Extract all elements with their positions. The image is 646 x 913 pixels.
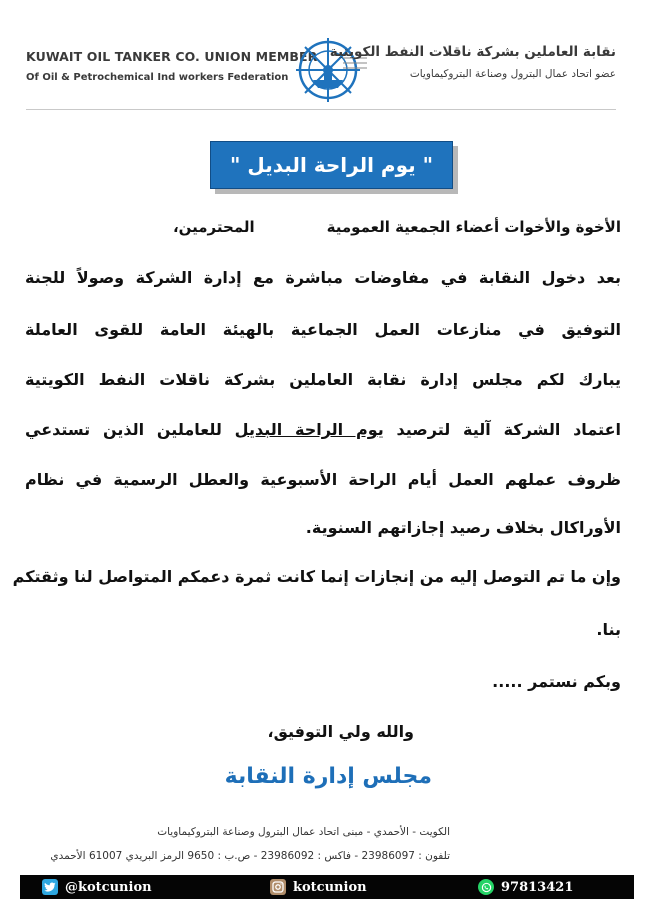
salutation (173, 218, 621, 236)
body-line-5 (25, 420, 621, 439)
closing-line: والله ولي التوفيق، (267, 722, 414, 741)
instagram-icon (270, 879, 286, 895)
body-line-8: وإن ما تم التوصل إليه من إنجازات إنما كانت ثمرة دعمكم المتواصل لنا وثقتكم (12, 567, 621, 586)
footer-instagram[interactable] (270, 878, 367, 896)
title-banner (210, 141, 453, 189)
body-line-2: بعد دخول النقابة في مفاوضات مباشرة مع إدارة الشركة وصولاً للجنة (25, 268, 621, 287)
instagram-handle: kotcunion (293, 879, 367, 895)
footer-bar (20, 875, 634, 899)
body-line-5-end: للعاملين الذين تستدعي (25, 420, 222, 439)
body-line-9: بنا. (596, 620, 621, 639)
body-line-6: ظروف عملهم العمل أيام الراحة الأسبوعية والعطل الرسمية في نظام (25, 470, 621, 489)
header-english-subtitle: Of Oil & Petrochemical Ind workers Federation (26, 72, 289, 83)
header-english-title: KUWAIT OIL TANKER CO. UNION MEMBER (26, 49, 318, 64)
body-line-10: وبكم نستمر ..... (492, 672, 621, 691)
address-line-1: الكويت - الأحمدي - مبنى اتحاد عمال البترول وصناعة البتروكيماويات (157, 826, 450, 838)
twitter-icon (42, 879, 58, 895)
whatsapp-icon (478, 879, 494, 895)
footer-twitter[interactable] (42, 878, 152, 896)
whatsapp-number: 97813421 (501, 879, 574, 895)
salutation-recipients: الأخوة والأخوات أعضاء الجمعية العمومية (326, 218, 621, 236)
signature-council: مجلس إدارة النقابة (224, 764, 432, 789)
twitter-handle: @kotcunion (65, 879, 152, 895)
address-line-2: تلفون : 23986097 - فاكس : 23986092 - ص.ب : 9650 الرمز البريدي 61007 الأحمدي (50, 850, 450, 862)
header-arabic-title: نقابة العاملين بشركة ناقلات النفط الكويتية (329, 44, 616, 60)
document-title: " يوم الراحة البديل " (229, 153, 434, 177)
footer-whatsapp[interactable] (478, 878, 573, 896)
salutation-honorific: المحترمين، (172, 218, 255, 236)
underlined-phrase: يوم الراحة البديل (234, 420, 384, 439)
body-line-4: يبارك لكم مجلس إدارة نقابة العاملين بشركة ناقلات النفط الكويتية (25, 370, 621, 389)
body-line-5-start: اعتماد الشركة آلية لترصيد (396, 420, 621, 439)
header-divider (26, 109, 616, 110)
letterhead (0, 0, 646, 110)
header-arabic-subtitle: عضو اتحاد عمال البترول وصناعة البتروكيماويات (409, 68, 616, 80)
body-line-7: الأوراكال بخلاف رصيد إجازاتهم السنوية. (305, 518, 621, 537)
body-line-3: التوفيق في منازعات العمل الجماعية بالهيئة العامة للقوى العاملة (25, 320, 621, 339)
